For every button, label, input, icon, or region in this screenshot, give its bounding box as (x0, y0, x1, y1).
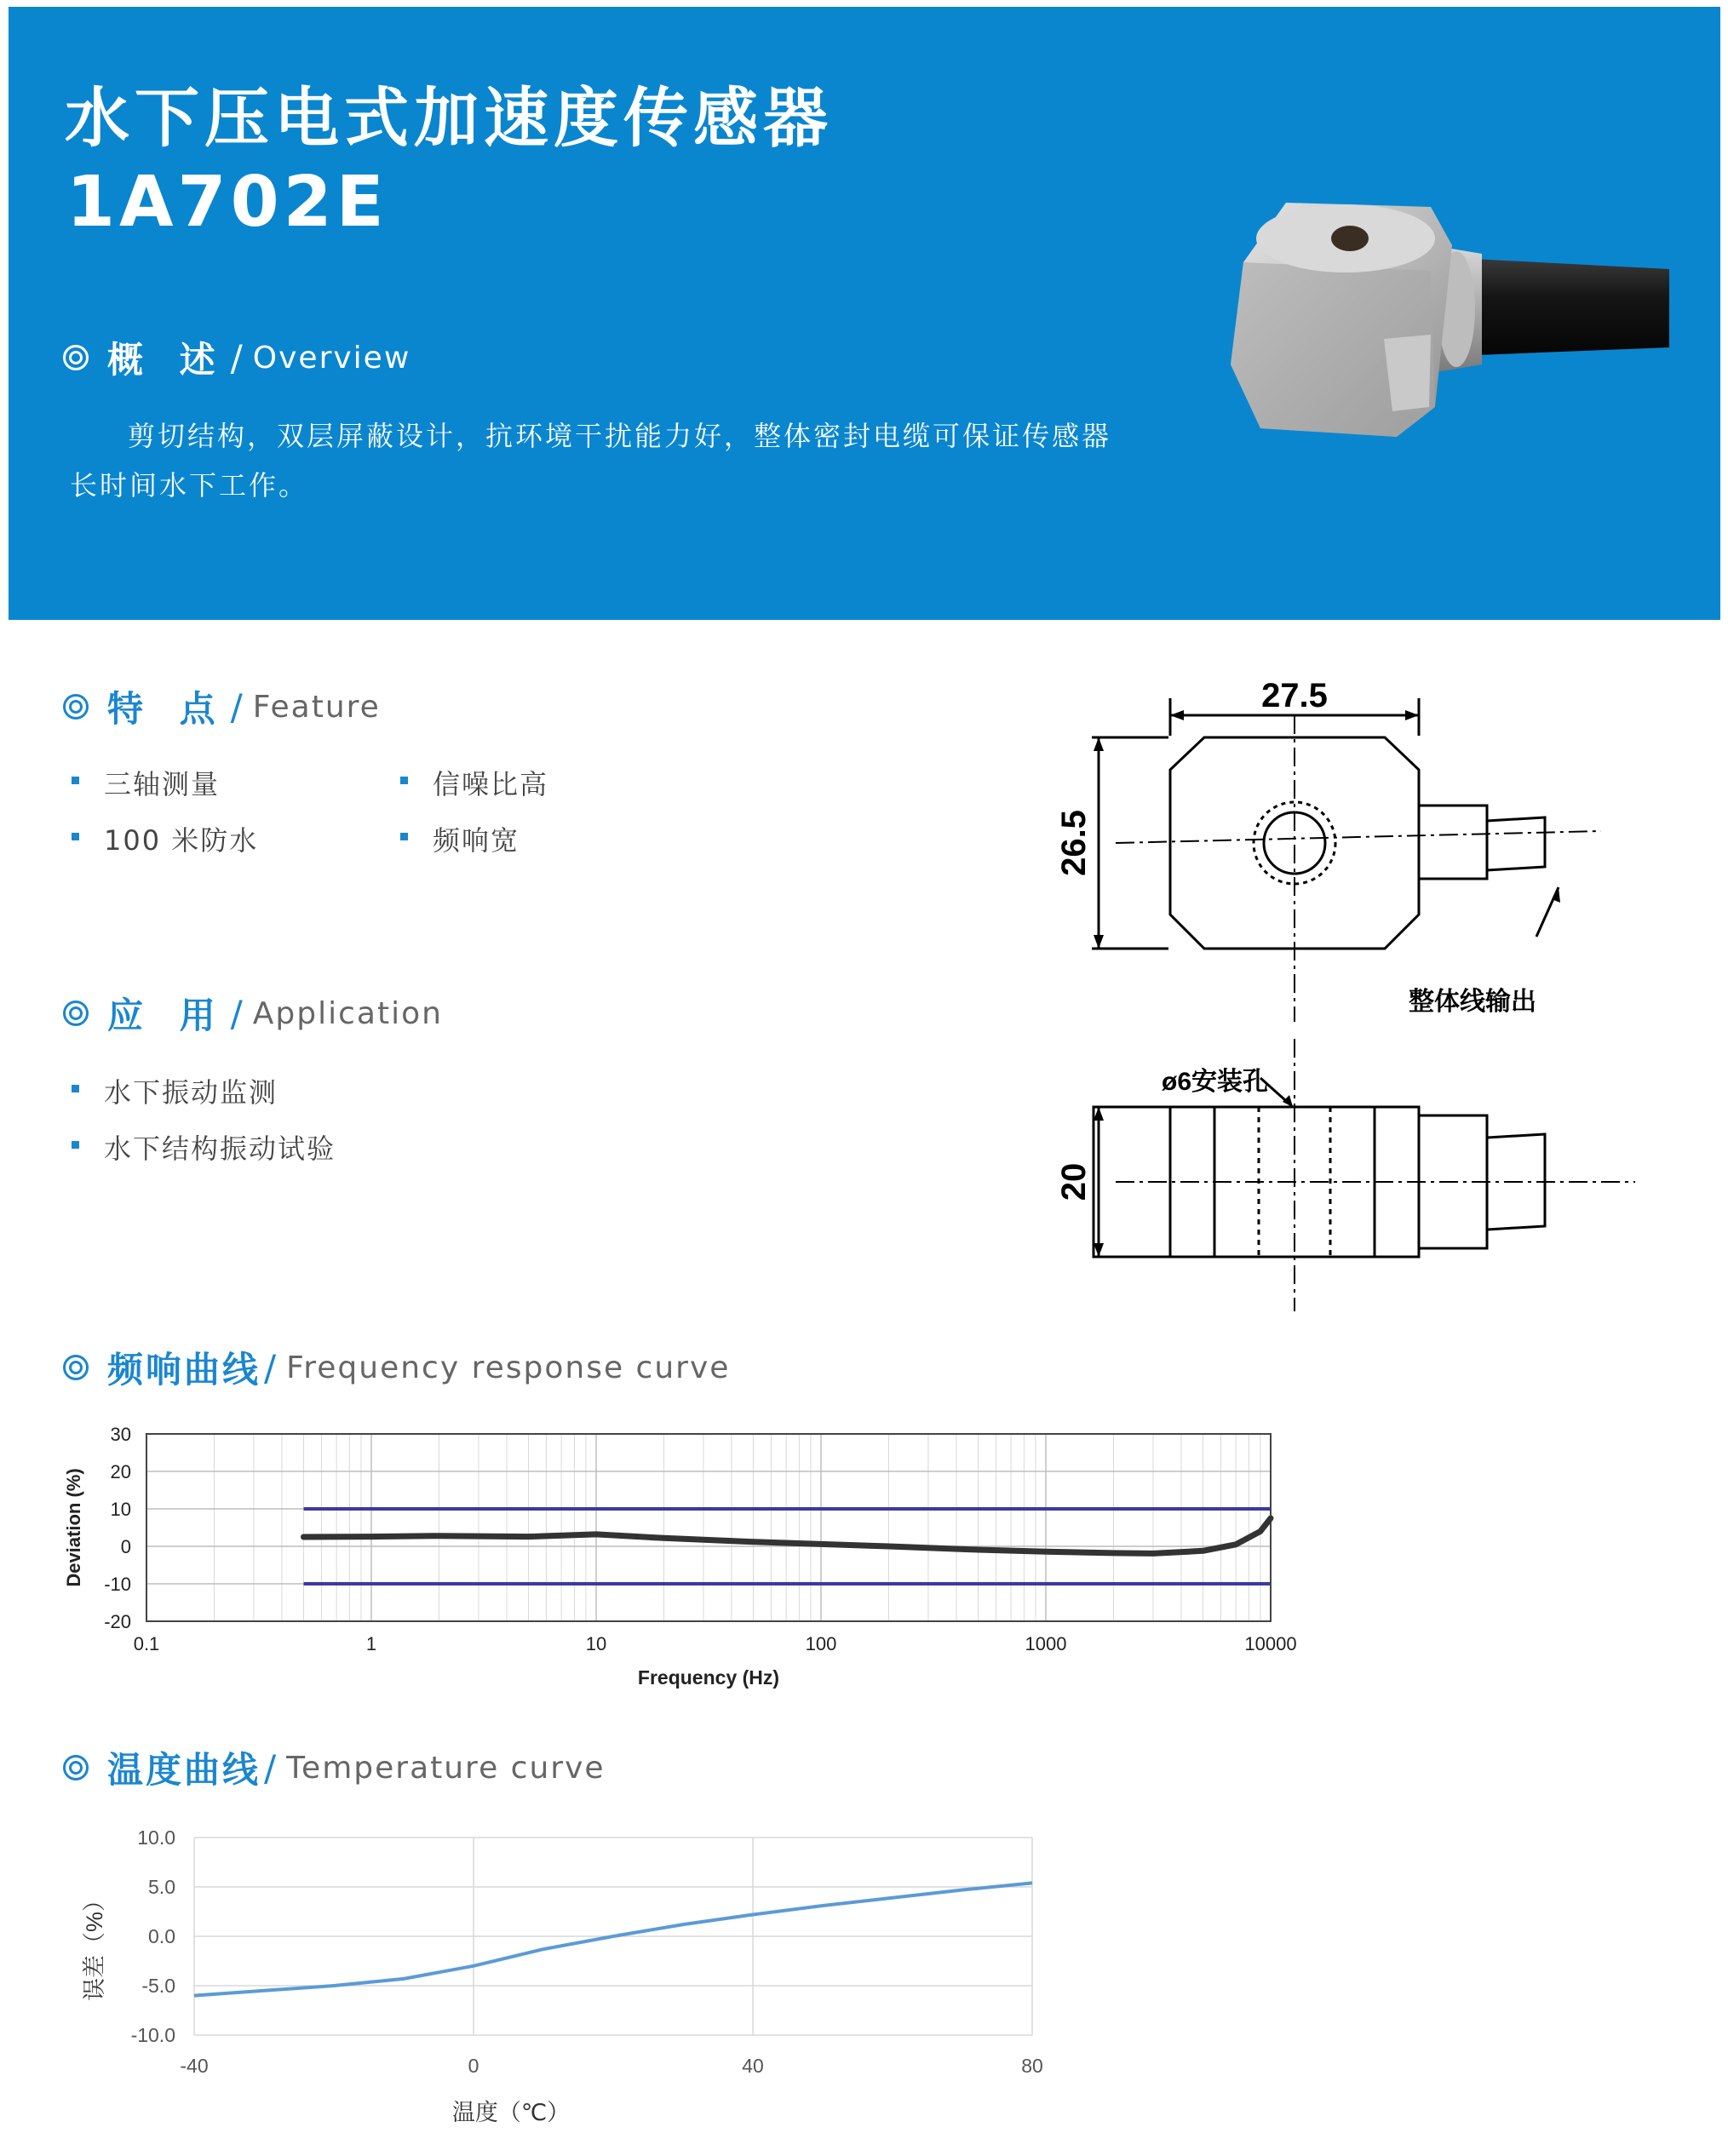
feature-heading: 特 点 / Feature (63, 681, 381, 732)
frequency-title-cn: 频响曲线 (107, 1349, 261, 1391)
x-axis-title: Frequency (Hz) (637, 1666, 780, 1689)
y-axis-title: 误差（%） (82, 1888, 107, 2002)
overview-title-cn: 概 述 (107, 339, 227, 381)
temperature-curve-chart (51, 1814, 1073, 2137)
feature-title-en: Feature (252, 689, 381, 725)
application-item: 水下结构振动试验 (104, 1127, 336, 1167)
x-tick-label: -40 (180, 2055, 209, 2077)
y-tick-label: 30 (110, 1424, 131, 1445)
feature-item: 频响宽 (433, 819, 520, 858)
y-tick-label: -10 (104, 1574, 131, 1595)
section-bullet-icon (63, 694, 89, 720)
dim-width-label: 27.5 (1261, 677, 1328, 714)
y-axis-title: Deviation (%) (63, 1468, 84, 1587)
y-tick-label: 20 (110, 1461, 131, 1482)
cable-output-label: 整体线输出 (1409, 988, 1536, 1016)
x-tick-label: 0.1 (133, 1633, 160, 1654)
y-tick-label: -20 (104, 1611, 131, 1632)
overview-line-1: 剪切结构，双层屏蔽设计，抗环境干扰能力好，整体密封电缆可保证传感器 (128, 420, 1112, 452)
dim-height-side-label: 20 (1055, 1162, 1093, 1201)
plot-frame (146, 1434, 1271, 1621)
header-banner (9, 7, 1720, 620)
overview-heading: 概 述 / Overview (63, 332, 410, 383)
application-item: 水下振动监测 (104, 1071, 278, 1110)
frequency-title-en: Frequency response curve (286, 1350, 731, 1385)
section-bullet-icon (63, 1001, 89, 1026)
y-tick-label: -5.0 (141, 1975, 175, 1997)
feature-item: 100 米防水 (104, 819, 258, 858)
application-title-cn: 应 用 (107, 995, 227, 1036)
section-bullet-icon (63, 1355, 89, 1380)
overview-title-en: Overview (252, 340, 411, 376)
dim-height-top-label: 26.5 (1055, 810, 1093, 876)
x-tick-label: 10000 (1244, 1633, 1297, 1654)
y-tick-label: -10.0 (130, 2024, 175, 2046)
frequency-heading: 频响曲线 / Frequency response curve (63, 1342, 730, 1393)
x-tick-label: 1 (365, 1633, 377, 1654)
x-tick-label: 40 (742, 2055, 764, 2077)
temperature-title-cn: 温度曲线 (107, 1749, 261, 1791)
frequency-response-chart (51, 1413, 1329, 1703)
y-tick-label: 10 (110, 1499, 131, 1520)
dimension-drawing (1048, 664, 1644, 1328)
y-tick-label: 10.0 (137, 1826, 175, 1849)
product-model: 1A702E (66, 162, 388, 243)
feature-title-cn: 特 点 (107, 688, 227, 730)
y-tick-label: 5.0 (148, 1876, 175, 1898)
overview-line-2: 长时间水下工作。 (70, 469, 309, 502)
section-bullet-icon (63, 345, 89, 370)
application-heading: 应 用 / Application (63, 988, 443, 1039)
y-tick-label: 0.0 (148, 1925, 175, 1947)
product-title: 水下压电式加速度传感器 (65, 80, 833, 156)
temperature-heading: 温度曲线 / Temperature curve (63, 1742, 606, 1793)
x-tick-label: 1000 (1025, 1633, 1067, 1654)
product-photo (1226, 194, 1686, 467)
x-tick-label: 100 (805, 1633, 837, 1654)
overview-text (70, 411, 1168, 510)
application-title-en: Application (252, 995, 443, 1031)
x-axis-title: 温度（℃） (451, 2100, 571, 2125)
temperature-title-en: Temperature curve (286, 1750, 606, 1786)
feature-item: 信噪比高 (433, 763, 548, 802)
x-tick-label: 10 (585, 1633, 607, 1654)
x-tick-label: 0 (468, 2055, 479, 2077)
mounting-hole-label: ø6安装孔 (1162, 1068, 1269, 1096)
x-tick-label: 80 (1021, 2055, 1043, 2077)
section-bullet-icon (63, 1755, 89, 1780)
feature-item: 三轴测量 (104, 763, 220, 802)
y-tick-label: 0 (120, 1536, 131, 1557)
temperature-curve (194, 1883, 1032, 1995)
response-curve (304, 1518, 1272, 1553)
